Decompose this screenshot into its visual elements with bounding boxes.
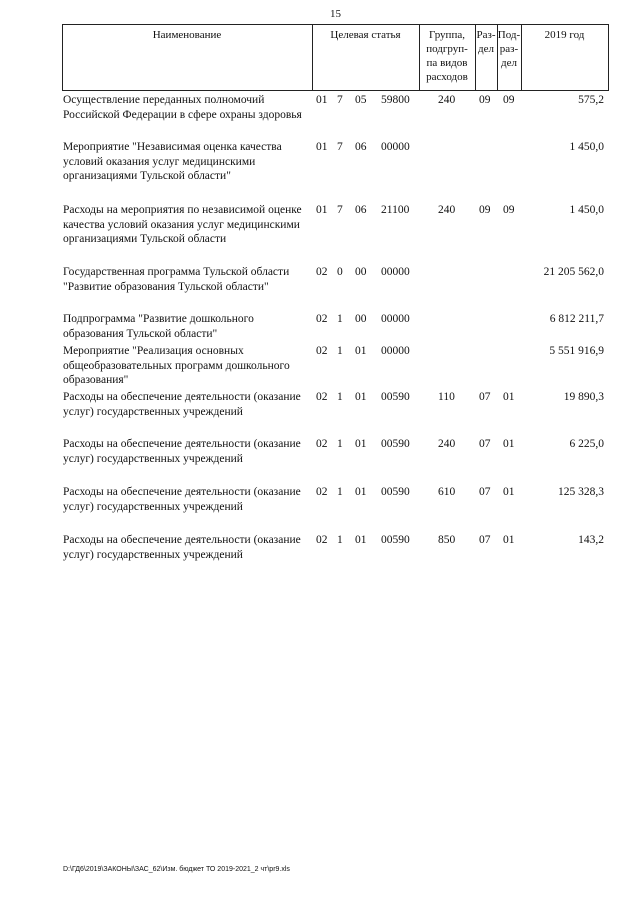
row-section: 09	[479, 94, 491, 106]
row-code-direction: 00000	[381, 141, 410, 153]
header-name: Наименование	[152, 29, 222, 41]
row-code-subprogram: 1	[337, 534, 343, 546]
row-code-direction: 00590	[381, 391, 410, 403]
row-subsection: 01	[503, 391, 515, 403]
row-name: Расходы на обеспечение деятельности (оказание услуг) государственных учреждений	[63, 534, 301, 561]
row-expense-group: 240	[438, 438, 456, 450]
row-expense-group: 110	[438, 391, 455, 403]
row-name: Подпрограмма "Развитие дошкольного образования Тульской области"	[63, 313, 254, 340]
row-code-direction: 00000	[381, 313, 410, 325]
header-group-line: подгруп-	[426, 43, 468, 55]
row-name: Осуществление переданных полномочий Российской Федерации в сфере охраны здоровья	[63, 94, 302, 121]
row-name: Мероприятие "Реализация основных общеобразовательных программ дошкольного образования"	[63, 345, 290, 386]
header-top-border	[62, 24, 609, 25]
row-section: 07	[479, 391, 491, 403]
header-podrazdel	[497, 28, 521, 70]
header-razdel-line: Раз-	[476, 29, 496, 41]
row-code-subprogram: 1	[337, 313, 343, 325]
row-code-subprogram: 1	[337, 438, 343, 450]
row-code-event: 00	[355, 266, 367, 278]
row-name: Расходы на обеспечение деятельности (оказание услуг) государственных учреждений	[63, 391, 301, 418]
row-code-event: 01	[355, 534, 367, 546]
row-code-program: 01	[316, 141, 328, 153]
row-code-event: 00	[355, 313, 367, 325]
row-code-event: 01	[355, 345, 367, 357]
row-subsection: 01	[503, 438, 515, 450]
row-code-event: 01	[355, 486, 367, 498]
row-amount: 19 890,3	[563, 391, 604, 403]
row-amount: 21 205 562,0	[543, 266, 604, 278]
row-expense-group: 240	[438, 204, 456, 216]
row-amount: 1 450,0	[569, 141, 604, 153]
row-code-subprogram: 1	[337, 486, 343, 498]
header-group-line: Группа,	[429, 29, 465, 41]
row-subsection: 01	[503, 534, 515, 546]
row-name: Расходы на мероприятия по независимой оценке качества условий оказания услуг медицинскими организациями Тульской области	[63, 204, 302, 245]
row-code-subprogram: 7	[337, 94, 343, 106]
row-code-subprogram: 7	[337, 204, 343, 216]
header-bottom-border	[62, 90, 609, 91]
row-code-subprogram: 0	[337, 266, 343, 278]
row-amount: 1 450,0	[569, 204, 604, 216]
row-amount: 6 225,0	[569, 438, 604, 450]
row-code-program: 01	[316, 204, 328, 216]
header-group-line: па видов	[426, 57, 468, 69]
row-code-direction: 00590	[381, 438, 410, 450]
row-name: Расходы на обеспечение деятельности (оказание услуг) государственных учреждений	[63, 438, 301, 465]
row-code-program: 01	[316, 94, 328, 106]
row-code-direction: 59800	[381, 94, 410, 106]
row-amount: 5 551 916,9	[549, 345, 604, 357]
row-amount: 575,2	[578, 94, 604, 106]
row-section: 07	[479, 438, 491, 450]
row-code-event: 01	[355, 438, 367, 450]
row-code-event: 01	[355, 391, 367, 403]
header-group	[419, 28, 475, 84]
row-subsection: 01	[503, 486, 515, 498]
row-amount: 6 812 211,7	[549, 313, 604, 325]
footer-file-path: D:\ГД6\2019\ЗАКОНЫ\ЗАС_62\Изм. бюджет ТО 2019-2021_2 чт\pr9.xls	[63, 866, 290, 873]
header-podrazdel-line: раз-	[499, 43, 519, 55]
row-code-event: 06	[355, 141, 367, 153]
header-group-line: расходов	[426, 71, 468, 83]
row-code-subprogram: 7	[337, 141, 343, 153]
row-code-event: 06	[355, 204, 367, 216]
row-code-program: 02	[316, 266, 328, 278]
row-code-program: 02	[316, 313, 328, 325]
header-podrazdel-line: Под-	[497, 29, 521, 41]
header-podrazdel-line: дел	[501, 57, 517, 69]
header-razdel-line: дел	[478, 43, 494, 55]
row-code-direction: 00000	[381, 266, 410, 278]
row-name: Государственная программа Тульской области "Развитие образования Тульской области"	[63, 266, 290, 293]
row-section: 07	[479, 534, 491, 546]
header-target: Целевая статья	[330, 29, 401, 41]
header-razdel	[475, 28, 497, 56]
header-year: 2019 год	[544, 29, 585, 41]
row-expense-group: 240	[438, 94, 456, 106]
row-code-direction: 00000	[381, 345, 410, 357]
row-amount: 143,2	[578, 534, 604, 546]
row-subsection: 09	[503, 94, 515, 106]
row-expense-group: 850	[438, 534, 456, 546]
row-code-direction: 00590	[381, 534, 410, 546]
row-section: 07	[479, 486, 491, 498]
row-code-program: 02	[316, 391, 328, 403]
row-name: Расходы на обеспечение деятельности (оказание услуг) государственных учреждений	[63, 486, 301, 513]
row-subsection: 09	[503, 204, 515, 216]
row-code-program: 02	[316, 486, 328, 498]
row-amount: 125 328,3	[558, 486, 604, 498]
row-code-program: 02	[316, 438, 328, 450]
row-code-subprogram: 1	[337, 391, 343, 403]
row-section: 09	[479, 204, 491, 216]
row-code-program: 02	[316, 534, 328, 546]
row-code-direction: 00590	[381, 486, 410, 498]
page-number: 15	[330, 8, 341, 20]
row-name: Мероприятие "Независимая оценка качества условий оказания услуг медицинскими организациями Тульской области"	[63, 141, 282, 182]
row-code-program: 02	[316, 345, 328, 357]
row-code-direction: 21100	[381, 204, 410, 216]
header-right-border	[608, 24, 609, 91]
row-expense-group: 610	[438, 486, 456, 498]
row-code-subprogram: 1	[337, 345, 343, 357]
row-code-event: 05	[355, 94, 367, 106]
